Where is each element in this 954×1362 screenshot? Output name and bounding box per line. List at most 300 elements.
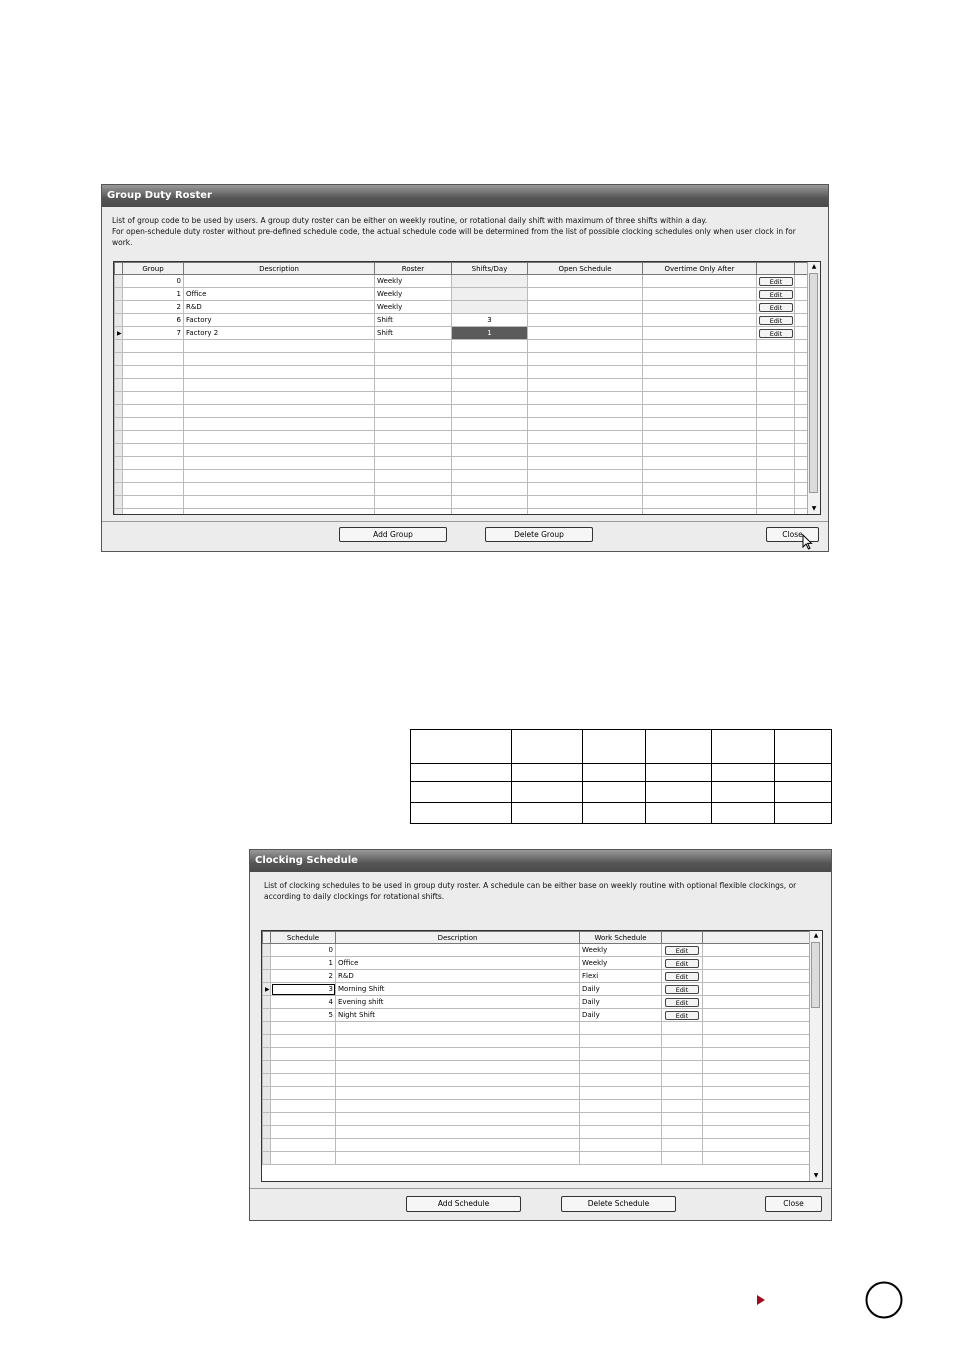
empty-cell[interactable] (703, 1022, 811, 1035)
group-cell[interactable]: 6 (123, 314, 184, 327)
empty-cell[interactable] (703, 1048, 811, 1061)
empty-row[interactable] (263, 1048, 811, 1061)
current-row-arrow-icon: ▶ (263, 983, 271, 996)
empty-cell[interactable] (123, 379, 184, 392)
empty-cell[interactable] (528, 496, 643, 509)
empty-cell[interactable] (580, 1139, 662, 1152)
empty-cell[interactable] (123, 470, 184, 483)
shifts-cell[interactable] (452, 275, 528, 288)
col-open-schedule[interactable]: Open Schedule (528, 263, 643, 275)
empty-cell[interactable] (375, 366, 452, 379)
row-indicator (115, 353, 123, 366)
empty-cell[interactable] (375, 418, 452, 431)
group-cell[interactable]: 2 (123, 301, 184, 314)
table-row[interactable] (263, 970, 811, 983)
empty-cell[interactable] (336, 1126, 580, 1139)
empty-cell[interactable] (528, 353, 643, 366)
empty-cell[interactable] (375, 509, 452, 516)
empty-cell[interactable] (375, 353, 452, 366)
empty-cell[interactable] (452, 366, 528, 379)
description-cell[interactable]: Factory 2 (184, 327, 375, 340)
empty-cell[interactable] (643, 418, 757, 431)
empty-cell[interactable] (452, 405, 528, 418)
description-cell[interactable]: Night Shift (336, 1009, 580, 1022)
empty-cell[interactable] (184, 483, 375, 496)
roster-grid[interactable] (113, 261, 821, 515)
schedule-scrollbar[interactable] (809, 931, 822, 1181)
empty-cell[interactable] (757, 418, 795, 431)
empty-cell[interactable] (452, 509, 528, 516)
col-work-schedule[interactable]: Work Schedule (580, 932, 662, 944)
empty-cell[interactable] (528, 392, 643, 405)
empty-row[interactable] (115, 457, 809, 470)
empty-cell[interactable] (184, 340, 375, 353)
empty-cell[interactable] (184, 457, 375, 470)
empty-cell[interactable] (336, 1152, 580, 1165)
empty-cell[interactable] (336, 1022, 580, 1035)
roster-cell[interactable]: Weekly (375, 301, 452, 314)
empty-row[interactable] (115, 340, 809, 353)
description-cell[interactable]: Factory (184, 314, 375, 327)
empty-cell[interactable] (336, 1100, 580, 1113)
work-schedule-cell[interactable]: Weekly (580, 957, 662, 970)
empty-cell[interactable] (375, 392, 452, 405)
empty-cell[interactable] (452, 431, 528, 444)
empty-cell[interactable] (184, 444, 375, 457)
triangle-arrow-icon (756, 1294, 766, 1306)
empty-cell[interactable] (757, 470, 795, 483)
empty-cell[interactable] (336, 1048, 580, 1061)
delete-group-button[interactable]: Delete Group (485, 527, 593, 542)
edit-button[interactable]: Edit (759, 316, 793, 325)
schedule-cell[interactable]: 0 (271, 944, 336, 957)
empty-cell[interactable] (757, 392, 795, 405)
add-group-button[interactable]: Add Group (339, 527, 447, 542)
shifts-cell[interactable] (452, 288, 528, 301)
empty-cell[interactable] (271, 1048, 336, 1061)
empty-row[interactable] (263, 1074, 811, 1087)
work-schedule-cell[interactable]: Flexi (580, 970, 662, 983)
roster-scrollbar[interactable] (807, 262, 820, 514)
work-schedule-cell[interactable]: Daily (580, 983, 662, 996)
empty-cell[interactable] (452, 444, 528, 457)
empty-cell[interactable] (757, 340, 795, 353)
group-cell[interactable]: 7 (123, 327, 184, 340)
empty-cell[interactable] (123, 509, 184, 516)
add-schedule-button[interactable]: Add Schedule (406, 1196, 521, 1212)
empty-cell[interactable] (123, 405, 184, 418)
col-group[interactable]: Group (123, 263, 184, 275)
description-cell[interactable]: Evening shift (336, 996, 580, 1009)
empty-cell[interactable] (662, 1126, 703, 1139)
edit-cell (757, 327, 795, 340)
edit-button[interactable]: Edit (665, 998, 699, 1007)
empty-cell[interactable] (757, 366, 795, 379)
empty-cell[interactable] (757, 483, 795, 496)
empty-cell[interactable] (184, 405, 375, 418)
roster-table (114, 262, 809, 515)
page-number-circle-icon (864, 1280, 904, 1320)
shifts-cell[interactable] (452, 301, 528, 314)
table-row[interactable] (263, 1009, 811, 1022)
empty-cell[interactable] (123, 366, 184, 379)
empty-cell[interactable] (375, 405, 452, 418)
description-cell[interactable]: R&D (184, 301, 375, 314)
empty-cell[interactable] (336, 1139, 580, 1152)
schedule-grid[interactable] (261, 930, 823, 1182)
schedule-footer (250, 1188, 831, 1220)
col-overtime-only-after[interactable]: Overtime Only After (643, 263, 757, 275)
empty-cell[interactable] (375, 496, 452, 509)
blank-cell (703, 957, 811, 970)
empty-cell[interactable] (662, 1139, 703, 1152)
empty-cell[interactable] (375, 431, 452, 444)
description-cell[interactable]: R&D (336, 970, 580, 983)
overtime-cell[interactable] (643, 301, 757, 314)
empty-cell[interactable] (271, 1126, 336, 1139)
work-schedule-cell[interactable]: Weekly (580, 944, 662, 957)
empty-cell[interactable] (184, 470, 375, 483)
roster-cell[interactable]: Weekly (375, 275, 452, 288)
empty-row[interactable] (115, 470, 809, 483)
empty-row[interactable] (115, 366, 809, 379)
open-schedule-cell[interactable] (528, 314, 643, 327)
empty-cell[interactable] (452, 483, 528, 496)
empty-row[interactable] (263, 1126, 811, 1139)
empty-cell[interactable] (336, 1074, 580, 1087)
empty-cell[interactable] (452, 340, 528, 353)
empty-cell[interactable] (123, 444, 184, 457)
blank-table (410, 729, 832, 824)
empty-cell[interactable] (336, 1061, 580, 1074)
empty-cell[interactable] (580, 1126, 662, 1139)
empty-cell[interactable] (336, 1113, 580, 1126)
empty-cell[interactable] (375, 470, 452, 483)
empty-cell[interactable] (184, 418, 375, 431)
blank-table-cell (511, 802, 582, 823)
empty-cell[interactable] (703, 1087, 811, 1100)
blank-table-cell (411, 730, 512, 764)
empty-cell[interactable] (580, 1074, 662, 1087)
overtime-cell[interactable] (643, 275, 757, 288)
empty-cell[interactable] (703, 1139, 811, 1152)
table-row[interactable] (263, 996, 811, 1009)
empty-cell[interactable] (271, 1087, 336, 1100)
open-schedule-cell[interactable] (528, 275, 643, 288)
empty-cell[interactable] (184, 392, 375, 405)
empty-cell[interactable] (452, 457, 528, 470)
roster-header-row (115, 263, 809, 275)
schedule-description (250, 872, 831, 902)
empty-cell[interactable] (662, 1061, 703, 1074)
empty-cell[interactable] (662, 1113, 703, 1126)
col-schedule[interactable]: Schedule (271, 932, 336, 944)
blank-cell (703, 983, 811, 996)
empty-cell[interactable] (452, 379, 528, 392)
table-row-selected[interactable] (263, 983, 811, 996)
empty-cell[interactable] (580, 1048, 662, 1061)
empty-cell[interactable] (123, 457, 184, 470)
roster-cell[interactable]: Shift (375, 327, 452, 340)
blank-cell (703, 1009, 811, 1022)
empty-cell[interactable] (528, 418, 643, 431)
group-cell[interactable]: 0 (123, 275, 184, 288)
empty-cell[interactable] (580, 1100, 662, 1113)
edit-button[interactable]: Edit (759, 290, 793, 299)
open-schedule-cell[interactable] (528, 288, 643, 301)
close-button[interactable]: Close (765, 1196, 822, 1212)
empty-cell[interactable] (643, 457, 757, 470)
empty-cell[interactable] (528, 431, 643, 444)
empty-cell[interactable] (703, 1061, 811, 1074)
blank-table-cell (646, 782, 712, 802)
row-indicator (115, 288, 123, 301)
empty-cell[interactable] (452, 470, 528, 483)
overtime-cell[interactable] (643, 314, 757, 327)
empty-cell[interactable] (703, 1074, 811, 1087)
empty-cell[interactable] (757, 496, 795, 509)
empty-cell[interactable] (528, 379, 643, 392)
scroll-down-icon[interactable]: ▼ (811, 505, 817, 512)
edit-button[interactable]: Edit (759, 303, 793, 312)
empty-cell[interactable] (643, 444, 757, 457)
empty-cell[interactable] (375, 340, 452, 353)
empty-cell[interactable] (757, 405, 795, 418)
row-indicator (263, 1074, 271, 1087)
empty-cell[interactable] (580, 1035, 662, 1048)
empty-row[interactable] (115, 483, 809, 496)
empty-cell[interactable] (757, 353, 795, 366)
table-row[interactable] (115, 275, 809, 288)
empty-cell[interactable] (662, 1074, 703, 1087)
empty-cell[interactable] (184, 431, 375, 444)
empty-cell[interactable] (643, 405, 757, 418)
empty-cell[interactable] (528, 405, 643, 418)
overtime-cell[interactable] (643, 327, 757, 340)
shifts-cell[interactable]: 3 (452, 314, 528, 327)
scroll-down-icon[interactable]: ▼ (813, 1172, 819, 1179)
empty-cell[interactable] (643, 483, 757, 496)
empty-cell[interactable] (528, 470, 643, 483)
schedule-cell[interactable]: 4 (271, 996, 336, 1009)
empty-cell[interactable] (123, 431, 184, 444)
empty-cell[interactable] (643, 470, 757, 483)
empty-row[interactable] (115, 392, 809, 405)
empty-cell[interactable] (271, 1035, 336, 1048)
empty-cell[interactable] (336, 1087, 580, 1100)
empty-cell[interactable] (703, 1152, 811, 1165)
empty-cell[interactable] (662, 1035, 703, 1048)
empty-cell[interactable] (703, 1113, 811, 1126)
edit-button[interactable]: Edit (665, 1011, 699, 1020)
empty-cell[interactable] (452, 496, 528, 509)
edit-button[interactable]: Edit (665, 972, 699, 981)
empty-cell[interactable] (184, 496, 375, 509)
empty-cell[interactable] (662, 1152, 703, 1165)
description-cell[interactable]: Morning Shift (336, 983, 580, 996)
empty-row[interactable] (263, 1087, 811, 1100)
empty-row[interactable] (263, 1100, 811, 1113)
table-row[interactable] (115, 301, 809, 314)
overtime-cell[interactable] (643, 288, 757, 301)
empty-cell[interactable] (643, 509, 757, 516)
empty-cell[interactable] (528, 366, 643, 379)
description-cell[interactable] (336, 944, 580, 957)
empty-row[interactable] (263, 1139, 811, 1152)
description-cell[interactable]: Office (336, 957, 580, 970)
empty-cell[interactable] (643, 353, 757, 366)
empty-cell[interactable] (336, 1035, 580, 1048)
empty-cell[interactable] (643, 392, 757, 405)
empty-cell[interactable] (528, 457, 643, 470)
empty-cell[interactable] (757, 509, 795, 516)
blank-table-cell (712, 763, 775, 781)
empty-cell[interactable] (662, 1087, 703, 1100)
empty-cell[interactable] (375, 483, 452, 496)
empty-row[interactable] (115, 444, 809, 457)
empty-cell[interactable] (528, 483, 643, 496)
empty-cell[interactable] (271, 1061, 336, 1074)
empty-row[interactable] (115, 496, 809, 509)
col-roster[interactable]: Roster (375, 263, 452, 275)
empty-cell[interactable] (580, 1022, 662, 1035)
empty-cell[interactable] (123, 353, 184, 366)
empty-cell[interactable] (375, 457, 452, 470)
empty-cell[interactable] (757, 444, 795, 457)
empty-cell[interactable] (271, 1100, 336, 1113)
empty-cell[interactable] (123, 496, 184, 509)
edit-button[interactable]: Edit (759, 329, 793, 338)
empty-cell[interactable] (184, 366, 375, 379)
empty-row[interactable] (263, 1061, 811, 1074)
col-shifts-day[interactable]: Shifts/Day (452, 263, 528, 275)
col-schedule-description[interactable]: Description (336, 932, 580, 944)
empty-cell[interactable] (643, 366, 757, 379)
empty-cell[interactable] (703, 1100, 811, 1113)
blank-table-cell (511, 782, 582, 802)
empty-cell[interactable] (643, 496, 757, 509)
empty-cell[interactable] (757, 457, 795, 470)
empty-row[interactable] (115, 431, 809, 444)
empty-cell[interactable] (271, 1074, 336, 1087)
empty-cell[interactable] (643, 379, 757, 392)
scroll-thumb[interactable] (811, 942, 820, 1008)
work-schedule-cell[interactable]: Daily (580, 1009, 662, 1022)
empty-cell[interactable] (643, 340, 757, 353)
close-button[interactable]: Close (766, 527, 819, 542)
work-schedule-cell[interactable]: Daily (580, 996, 662, 1009)
empty-cell[interactable] (452, 392, 528, 405)
empty-cell[interactable] (184, 353, 375, 366)
group-cell[interactable]: 1 (123, 288, 184, 301)
edit-button[interactable]: Edit (665, 959, 699, 968)
empty-cell[interactable] (703, 1126, 811, 1139)
empty-row[interactable] (263, 1152, 811, 1165)
blank-table-cell (775, 802, 832, 823)
empty-cell[interactable] (123, 392, 184, 405)
table-row[interactable] (115, 314, 809, 327)
empty-cell[interactable] (580, 1152, 662, 1165)
empty-row[interactable] (263, 1022, 811, 1035)
empty-cell[interactable] (123, 340, 184, 353)
shifts-cell-selected[interactable]: 1 (452, 327, 528, 340)
empty-cell[interactable] (375, 379, 452, 392)
empty-cell[interactable] (375, 444, 452, 457)
schedule-cell-selected[interactable]: 3 (271, 983, 336, 996)
empty-cell[interactable] (452, 353, 528, 366)
blank-table-cell (582, 782, 646, 802)
empty-cell[interactable] (184, 509, 375, 516)
empty-cell[interactable] (580, 1113, 662, 1126)
table-row[interactable] (263, 957, 811, 970)
schedule-cell[interactable]: 2 (271, 970, 336, 983)
empty-cell[interactable] (184, 379, 375, 392)
blank-table-cell (712, 802, 775, 823)
empty-cell[interactable] (580, 1061, 662, 1074)
empty-cell[interactable] (528, 509, 643, 516)
scroll-thumb[interactable] (809, 273, 818, 493)
edit-cell (662, 970, 703, 983)
empty-cell[interactable] (643, 431, 757, 444)
empty-cell[interactable] (271, 1152, 336, 1165)
description-cell[interactable] (184, 275, 375, 288)
empty-cell[interactable] (528, 340, 643, 353)
empty-cell[interactable] (580, 1087, 662, 1100)
table-row[interactable] (263, 944, 811, 957)
schedule-desc-line-1: List of clocking schedules to be used in group duty roster. A schedule can be either base on weekly routine with optional flexible clockings, or (264, 881, 797, 890)
open-schedule-cell[interactable] (528, 327, 643, 340)
empty-cell[interactable] (757, 379, 795, 392)
empty-row[interactable] (115, 418, 809, 431)
empty-row[interactable] (263, 1035, 811, 1048)
empty-cell[interactable] (271, 1113, 336, 1126)
row-indicator (263, 944, 271, 957)
empty-row[interactable] (115, 353, 809, 366)
table-row[interactable] (115, 288, 809, 301)
open-schedule-cell[interactable] (528, 301, 643, 314)
empty-cell[interactable] (123, 418, 184, 431)
scroll-up-icon[interactable]: ▲ (811, 263, 817, 270)
empty-cell[interactable] (271, 1139, 336, 1152)
empty-cell[interactable] (662, 1022, 703, 1035)
empty-row[interactable] (263, 1113, 811, 1126)
edit-button[interactable]: Edit (665, 985, 699, 994)
empty-cell[interactable] (123, 483, 184, 496)
blank-table-cell (646, 802, 712, 823)
empty-row[interactable] (115, 509, 809, 516)
empty-cell[interactable] (528, 444, 643, 457)
table-row-selected[interactable] (115, 327, 809, 340)
roster-cell[interactable]: Shift (375, 314, 452, 327)
empty-cell[interactable] (703, 1035, 811, 1048)
delete-schedule-button[interactable]: Delete Schedule (561, 1196, 676, 1212)
description-cell[interactable]: Office (184, 288, 375, 301)
schedule-cell[interactable]: 5 (271, 1009, 336, 1022)
scroll-up-icon[interactable]: ▲ (813, 932, 819, 939)
col-description[interactable]: Description (184, 263, 375, 275)
empty-row[interactable] (115, 405, 809, 418)
empty-row[interactable] (115, 379, 809, 392)
empty-cell[interactable] (452, 418, 528, 431)
empty-cell[interactable] (757, 431, 795, 444)
schedule-cell[interactable]: 1 (271, 957, 336, 970)
edit-button[interactable]: Edit (665, 946, 699, 955)
empty-cell[interactable] (662, 1100, 703, 1113)
empty-cell[interactable] (662, 1048, 703, 1061)
empty-cell[interactable] (271, 1022, 336, 1035)
roster-cell[interactable]: Weekly (375, 288, 452, 301)
edit-button[interactable]: Edit (759, 277, 793, 286)
